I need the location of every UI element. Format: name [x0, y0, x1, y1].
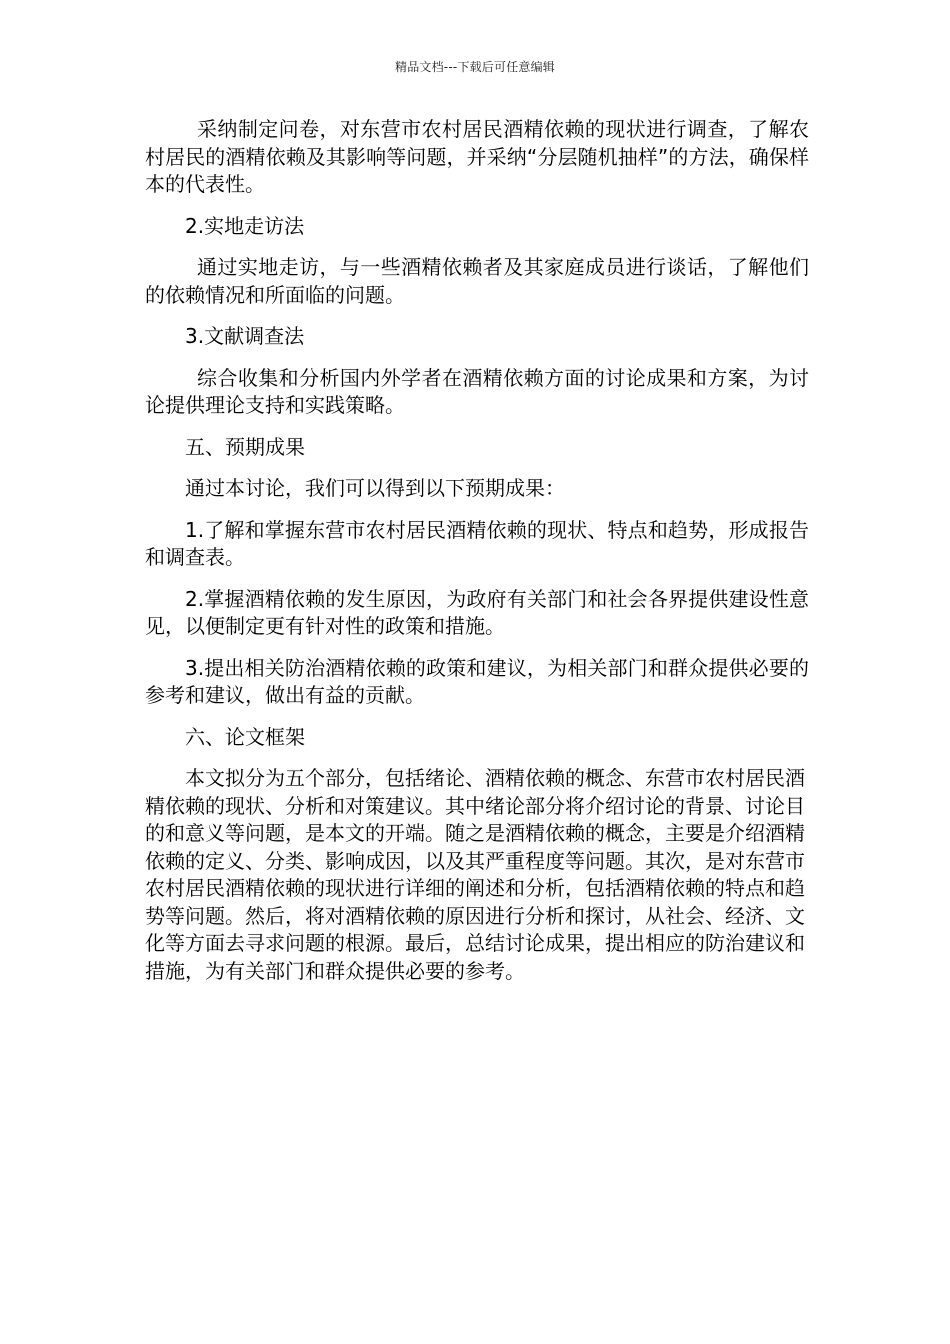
paragraph-method-questionnaire: 采纳制定问卷，对东营市农村居民酒精依赖的现状进行调查，了解农村居民的酒精依赖及其影响等问题，并采纳“分层随机抽样”的方法，确保样本的代表性。 — [145, 117, 809, 196]
heading-expected-results: 五、预期成果 — [185, 434, 305, 459]
paragraph-thesis-framework: 本文拟分为五个部分，包括绪论、酒精依赖的概念、东营市农村居民酒精依赖的现状、分析和对策建议。其中绪论部分将介绍讨论的背景、讨论目的和意义等问题，是本文的开端。随之是酒精依赖的概念，主要是介绍酒精依赖的定义、分类、影响成因，以及其严重程度等问题。其次，是对东营市农村居民酒精依赖的现状进行详细的阐述和分析，包括酒精依赖的特点和趋势等问题。然后，将对酒精依赖的原因进行分析和探讨，从社会、经济、文化等方面去寻求问题的根源。最后，总结讨论成果，提出相应的防治建议和措施，为有关部门和群众提供必要的参考。 — [145, 766, 805, 983]
heading-field-visit-method: 2.实地走访法 — [185, 213, 305, 238]
paragraph-expected-3: 3.提出相关防治酒精依赖的政策和建议，为相关部门和群众提供必要的参考和建议，做出有益的贡献。 — [145, 655, 809, 707]
paragraph-literature: 综合收集和分析国内外学者在酒精依赖方面的讨论成果和方案，为讨论提供理论支持和实践策略。 — [145, 365, 809, 417]
document-body — [145, 116, 809, 999]
paragraph-field-visit: 通过实地走访，与一些酒精依赖者及其家庭成员进行谈话，了解他们的依赖情况和所面临的问题。 — [145, 255, 809, 307]
paragraph-expected-2: 2.掌握酒精依赖的发生原因，为政府有关部门和社会各界提供建设性意见，以便制定更有针对性的政策和措施。 — [145, 586, 809, 638]
paragraph-expected-intro: 通过本讨论，我们可以得到以下预期成果： — [185, 476, 565, 500]
paragraph-expected-1: 1.了解和掌握东营市农村居民酒精依赖的现状、特点和趋势，形成报告和调查表。 — [145, 517, 809, 569]
heading-literature-method: 3.文献调查法 — [185, 324, 305, 348]
heading-thesis-framework: 六、论文框架 — [185, 724, 305, 749]
page-header: 精品文档---下载后可任意编辑 — [395, 60, 555, 74]
